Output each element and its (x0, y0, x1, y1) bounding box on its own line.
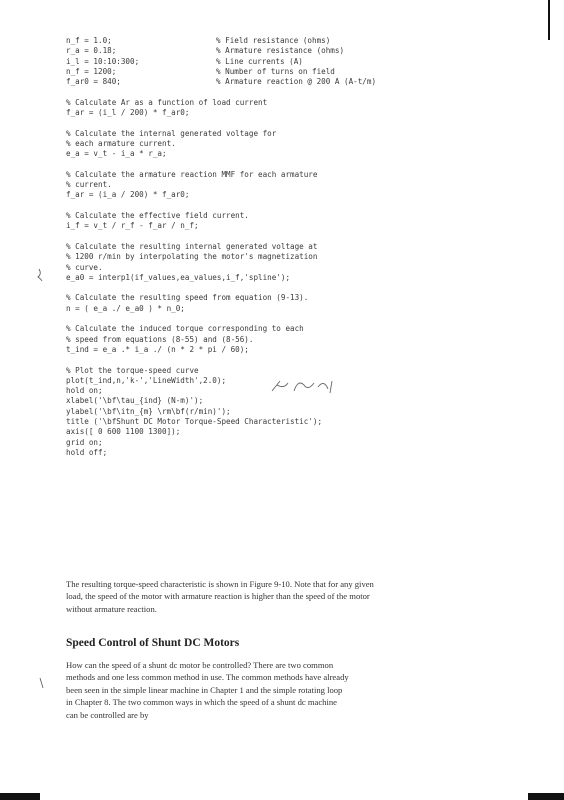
code-line (66, 252, 476, 262)
paragraph-figure-note (66, 578, 496, 615)
code-text: % curve. (66, 262, 103, 272)
code-text: n = ( e_a ./ e_a0 ) * n_0; (66, 303, 185, 313)
code-text: i_l = 10:10:300; (66, 56, 140, 66)
handwritten-annotation (268, 375, 348, 402)
code-text: % Calculate Ar as a function of load current (66, 97, 268, 107)
code-line (66, 77, 476, 87)
text-line: The resulting torque-speed characteristic is shown in Figure 9-10. Note that for any given (66, 579, 374, 589)
code-line (66, 283, 476, 293)
code-text: plot(t_ind,n,'k-','LineWidth',2.0); (66, 375, 227, 385)
code-text: f_ar0 = 840; (66, 77, 121, 87)
code-line (66, 201, 476, 211)
code-text: % Plot the torque-speed curve (66, 365, 199, 375)
code-text: % Calculate the effective field current. (66, 211, 249, 221)
code-line (66, 211, 476, 221)
text-line: without armature reaction. (66, 603, 157, 614)
code-line (66, 180, 476, 190)
code-line (66, 149, 476, 159)
section-heading: Speed Control of Shunt DC Motors (66, 637, 240, 649)
code-line (66, 139, 476, 149)
code-comment: % Armature reaction @ 200 A (A-t/m) (216, 77, 377, 87)
code-text: axis([ 0 600 1100 1300]); (66, 427, 181, 437)
code-text: % 1200 r/min by interpolating the motor's magnetization (66, 252, 318, 262)
code-text: t_ind = e_a .* i_a ./ (n * 2 * pi / 60); (66, 344, 249, 354)
code-comment: % Number of turns on field (216, 66, 335, 76)
code-line (66, 263, 476, 273)
code-text: xlabel('\bf\tau_{ind} (N-m)'); (66, 396, 204, 406)
margin-mark (36, 268, 46, 287)
code-line (66, 293, 476, 303)
text-line: methods and one less common method in use. The common methods have already (66, 672, 349, 683)
code-text: % Calculate the armature reaction MMF for each armature (66, 169, 318, 179)
code-text: e_a = v_t - i_a * r_a; (66, 149, 167, 159)
code-comment: % Line currents (A) (216, 56, 303, 66)
code-line (66, 448, 476, 458)
code-line (66, 242, 476, 252)
code-text: % current. (66, 180, 112, 190)
text-line: How can the speed of a shunt dc motor be controlled? There are two common (66, 660, 334, 670)
code-line (66, 324, 476, 334)
code-text: i_f = v_t / r_f - f_ar / n_f; (66, 221, 199, 231)
code-line (66, 427, 476, 437)
text-line: load, the speed of the motor with armature reaction is higher than the speed of the motor (66, 591, 370, 602)
code-text: n_f = 1.0; (66, 36, 112, 45)
code-line (66, 221, 476, 231)
code-text: title ('\bfShunt DC Motor Torque-Speed Characteristic'); (66, 416, 323, 426)
code-line (66, 190, 476, 200)
code-line (66, 438, 476, 448)
code-text: % each armature current. (66, 138, 176, 148)
code-text: hold off; (66, 447, 108, 457)
text-line: been seen in the simple linear machine in Chapter 1 and the simple rotating loop (66, 684, 343, 695)
code-line (66, 304, 476, 314)
code-text: hold on; (66, 386, 103, 396)
page-edge-mark (548, 0, 550, 40)
code-line (66, 417, 476, 427)
code-text: e_a0 = interp1(if_values,ea_values,i_f,'spline'); (66, 272, 291, 282)
page-corner-mark (528, 793, 564, 800)
code-line (66, 118, 476, 128)
code-line (66, 335, 476, 345)
code-line (66, 160, 476, 170)
code-comment: % Armature resistance (ohms) (216, 46, 345, 56)
margin-mark (38, 676, 46, 694)
code-line (66, 46, 476, 56)
code-text: f_ar = (i_l / 200) * f_ar0; (66, 108, 190, 118)
code-text: f_ar = (i_a / 200) * f_ar0; (66, 190, 190, 200)
code-line (66, 57, 476, 67)
code-line (66, 232, 476, 242)
text-line: can be controlled are by (66, 709, 149, 720)
code-line (66, 129, 476, 139)
code-text: r_a = 0.18; (66, 46, 117, 56)
code-line (66, 407, 476, 417)
code-text: % Calculate the internal generated voltage for (66, 128, 277, 138)
code-text: % Calculate the resulting internal generated voltage at (66, 241, 318, 251)
code-line (66, 108, 476, 118)
code-text: n_f = 1200; (66, 66, 117, 76)
code-text: % Calculate the resulting speed from equation (9-13). (66, 293, 309, 303)
code-text: ylabel('\bf\itn_{m} \rm\bf(r/min)'); (66, 406, 231, 416)
code-line (66, 355, 476, 365)
code-line (66, 170, 476, 180)
code-comment: % Field resistance (ohms) (216, 36, 331, 45)
page-corner-mark (0, 793, 40, 800)
code-line (66, 98, 476, 108)
code-text: grid on; (66, 437, 103, 447)
code-line (66, 87, 476, 97)
code-text: % speed from equations (8-55) and (8-56). (66, 334, 254, 344)
code-line (66, 345, 476, 355)
code-line (66, 67, 476, 77)
code-line (66, 36, 476, 46)
paragraph-speed-control (66, 659, 496, 721)
code-line (66, 314, 476, 324)
text-line: in Chapter 8. The two common ways in which the speed of a shunt dc machine (66, 697, 337, 708)
code-text: % Calculate the induced torque corresponding to each (66, 324, 304, 334)
code-line (66, 273, 476, 283)
